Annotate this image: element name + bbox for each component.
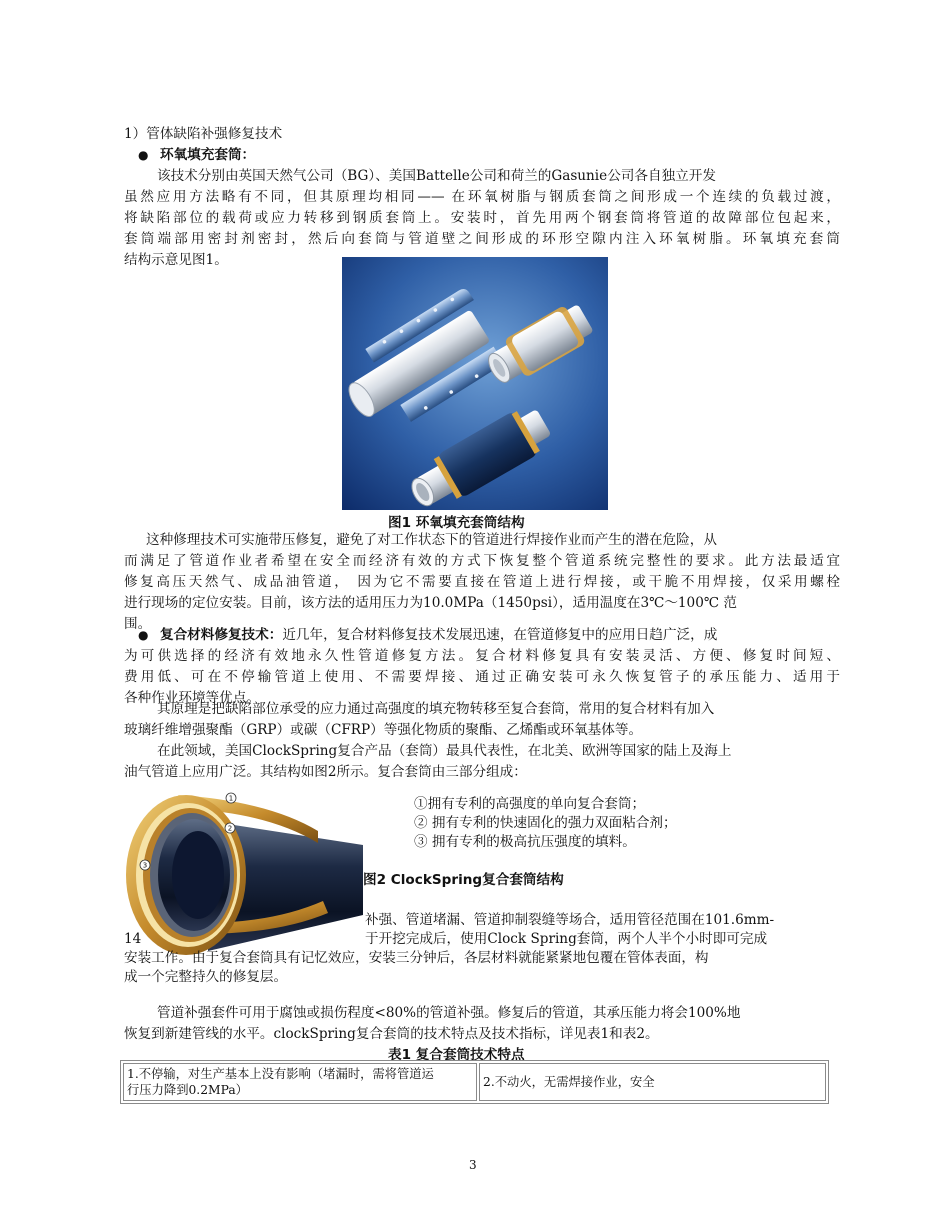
composite-para1-line1: 近几年，复合材料修复技术发展迅速，在管道修复中的应用日趋广泛，成 xyxy=(282,627,718,643)
page-number: 3 xyxy=(469,1158,477,1172)
epoxy-para2-line5: 围。 xyxy=(124,616,152,632)
table-row xyxy=(123,1063,826,1101)
composite-para1-line3: 费用低、可在不停输管道上使用、不需要焊接、通过正确安装可永久恢复管子的承压能力、适用于 xyxy=(124,669,840,685)
composite-para2-line1: 其原理是把缺陷部位承受的应力通过高强度的填充物转移至复合套筒，常用的复合材料有加入 xyxy=(157,701,715,717)
composite-para1-line2: 为可供选择的经济有效地永久性管道修复方法。复合材料修复具有安装灵活、方便、修复时间短、 xyxy=(124,648,840,664)
component-2: ② 拥有专利的快速固化的强力双面粘合剂； xyxy=(414,815,677,831)
composite-title: 复合材料修复技术： xyxy=(160,627,283,643)
epoxy-para2-line3: 修复高压天然气、成品油管道， 因为它不需要直接在管道上进行焊接，或干脆不用焊接，仅采用螺栓 xyxy=(124,574,840,590)
composite-para1-line4: 各种作业环境等优点。 xyxy=(124,690,260,706)
composite-para3-line2: 油气管道上应用广泛。其结构如图2所示。复合套筒由三部分组成： xyxy=(124,764,527,780)
composite-para5-line1: 管道补强套件可用于腐蚀或损伤程度<80%的管道补强。修复后的管道，其承压能力将会100%地 xyxy=(157,1005,741,1021)
composite-para5-line2: 恢复到新建管线的水平。clockSpring复合套筒的技术特点及技术指标，详见表1和表2。 xyxy=(124,1026,659,1042)
composite-bullet-heading xyxy=(138,625,840,646)
epoxy-para2-line4: 进行现场的定位安装。目前，该方法的适用压力为10.0MPa（1450psi），适用温度在3℃～100℃ 范 xyxy=(124,595,737,611)
composite-para4-line4: 成一个完整持久的修复层。 xyxy=(124,969,288,985)
figure-2-clockspring-image xyxy=(118,783,368,963)
composite-para4-line2-end: 于开挖完成后，使用Clock Spring套筒，两个人半个小时即可完成 xyxy=(365,931,768,947)
component-3: ③ 拥有专利的极高抗压强度的填料。 xyxy=(414,834,636,850)
bullet-icon: ● xyxy=(138,148,149,162)
epoxy-para2-line2: 而满足了管道作业者希望在安全而经济有效的方式下恢复整个管道系统完整性的要求。此方法最适宜 xyxy=(124,553,840,569)
composite-para4-line3: 安装工作。由于复合套筒具有记忆效应，安装三分钟后，各层材料就能紧紧地包覆在管体表面，构 xyxy=(124,950,709,966)
epoxy-para2-line1: 这种修理技术可实施带压修复，避免了对工作状态下的管道进行焊接作业而产生的潜在危险，从 xyxy=(146,532,717,548)
callout-1: 1 xyxy=(228,794,234,803)
table-cell-2: 2.不动火，无需焊接作业，安全 xyxy=(479,1063,826,1101)
table-cell-1-line1: 1.不停输，对生产基本上没有影响（堵漏时，需将管道运 xyxy=(127,1067,434,1081)
table-cell-1-line2: 行压力降到0.2MPa） xyxy=(127,1083,248,1097)
epoxy-para1-line3: 将缺陷部位的载荷或应力转移到钢质套筒上。安装时，首先用两个钢套筒将管道的故障部位包起来， xyxy=(124,210,840,226)
section-heading: 1）管体缺陷补强修复技术 xyxy=(124,126,283,142)
callout-3: 3 xyxy=(142,861,148,870)
epoxy-para1-line2: 虽然应用方法略有不同，但其原理均相同—— 在环氧树脂与钢质套筒之间形成一个连续的负载过渡， xyxy=(124,189,840,205)
table-1-caption: 表1 复合套筒技术特点 xyxy=(388,1047,525,1063)
figure-1-caption: 图1 环氧填充套筒结构 xyxy=(388,515,525,531)
table-cell-1 xyxy=(123,1063,477,1101)
composite-para4-line1: 补强、管道堵漏、管道抑制裂缝等场合，适用管径范围在101.6mm- xyxy=(365,912,775,928)
bullet-icon: ● xyxy=(138,628,149,642)
epoxy-bullet-heading xyxy=(138,145,854,166)
figure-2-caption: 图2 ClockSpring复合套筒结构 xyxy=(363,872,564,888)
epoxy-para1-line1: 该技术分别由英国天然气公司（BG）、美国Battelle公司和荷兰的Gasunie公司各自独立开发 xyxy=(157,168,716,184)
callout-2: 2 xyxy=(227,824,233,833)
composite-para3-line1: 在此领域，美国ClockSpring复合产品（套筒）最具代表性，在北美、欧洲等国家的陆上及海上 xyxy=(157,743,732,759)
epoxy-title: 环氧填充套筒： xyxy=(160,147,256,163)
composite-para4-line2-start: 14 xyxy=(124,931,142,947)
composite-para2-line2: 玻璃纤维增强聚酯（GRP）或碳（CFRP）等强化物质的聚酯、乙烯酯或环氧基体等。 xyxy=(124,722,643,738)
component-1: ①拥有专利的高强度的单向复合套筒； xyxy=(414,796,646,812)
figure-1-epoxy-sleeve-image xyxy=(342,257,608,510)
epoxy-para1-line5: 结构示意见图1。 xyxy=(124,252,228,268)
table-1 xyxy=(120,1060,829,1104)
epoxy-para1-line4: 套筒端部用密封剂密封，然后向套筒与管道壁之间形成的环形空隙内注入环氧树脂。环氧填充套筒 xyxy=(124,231,840,247)
